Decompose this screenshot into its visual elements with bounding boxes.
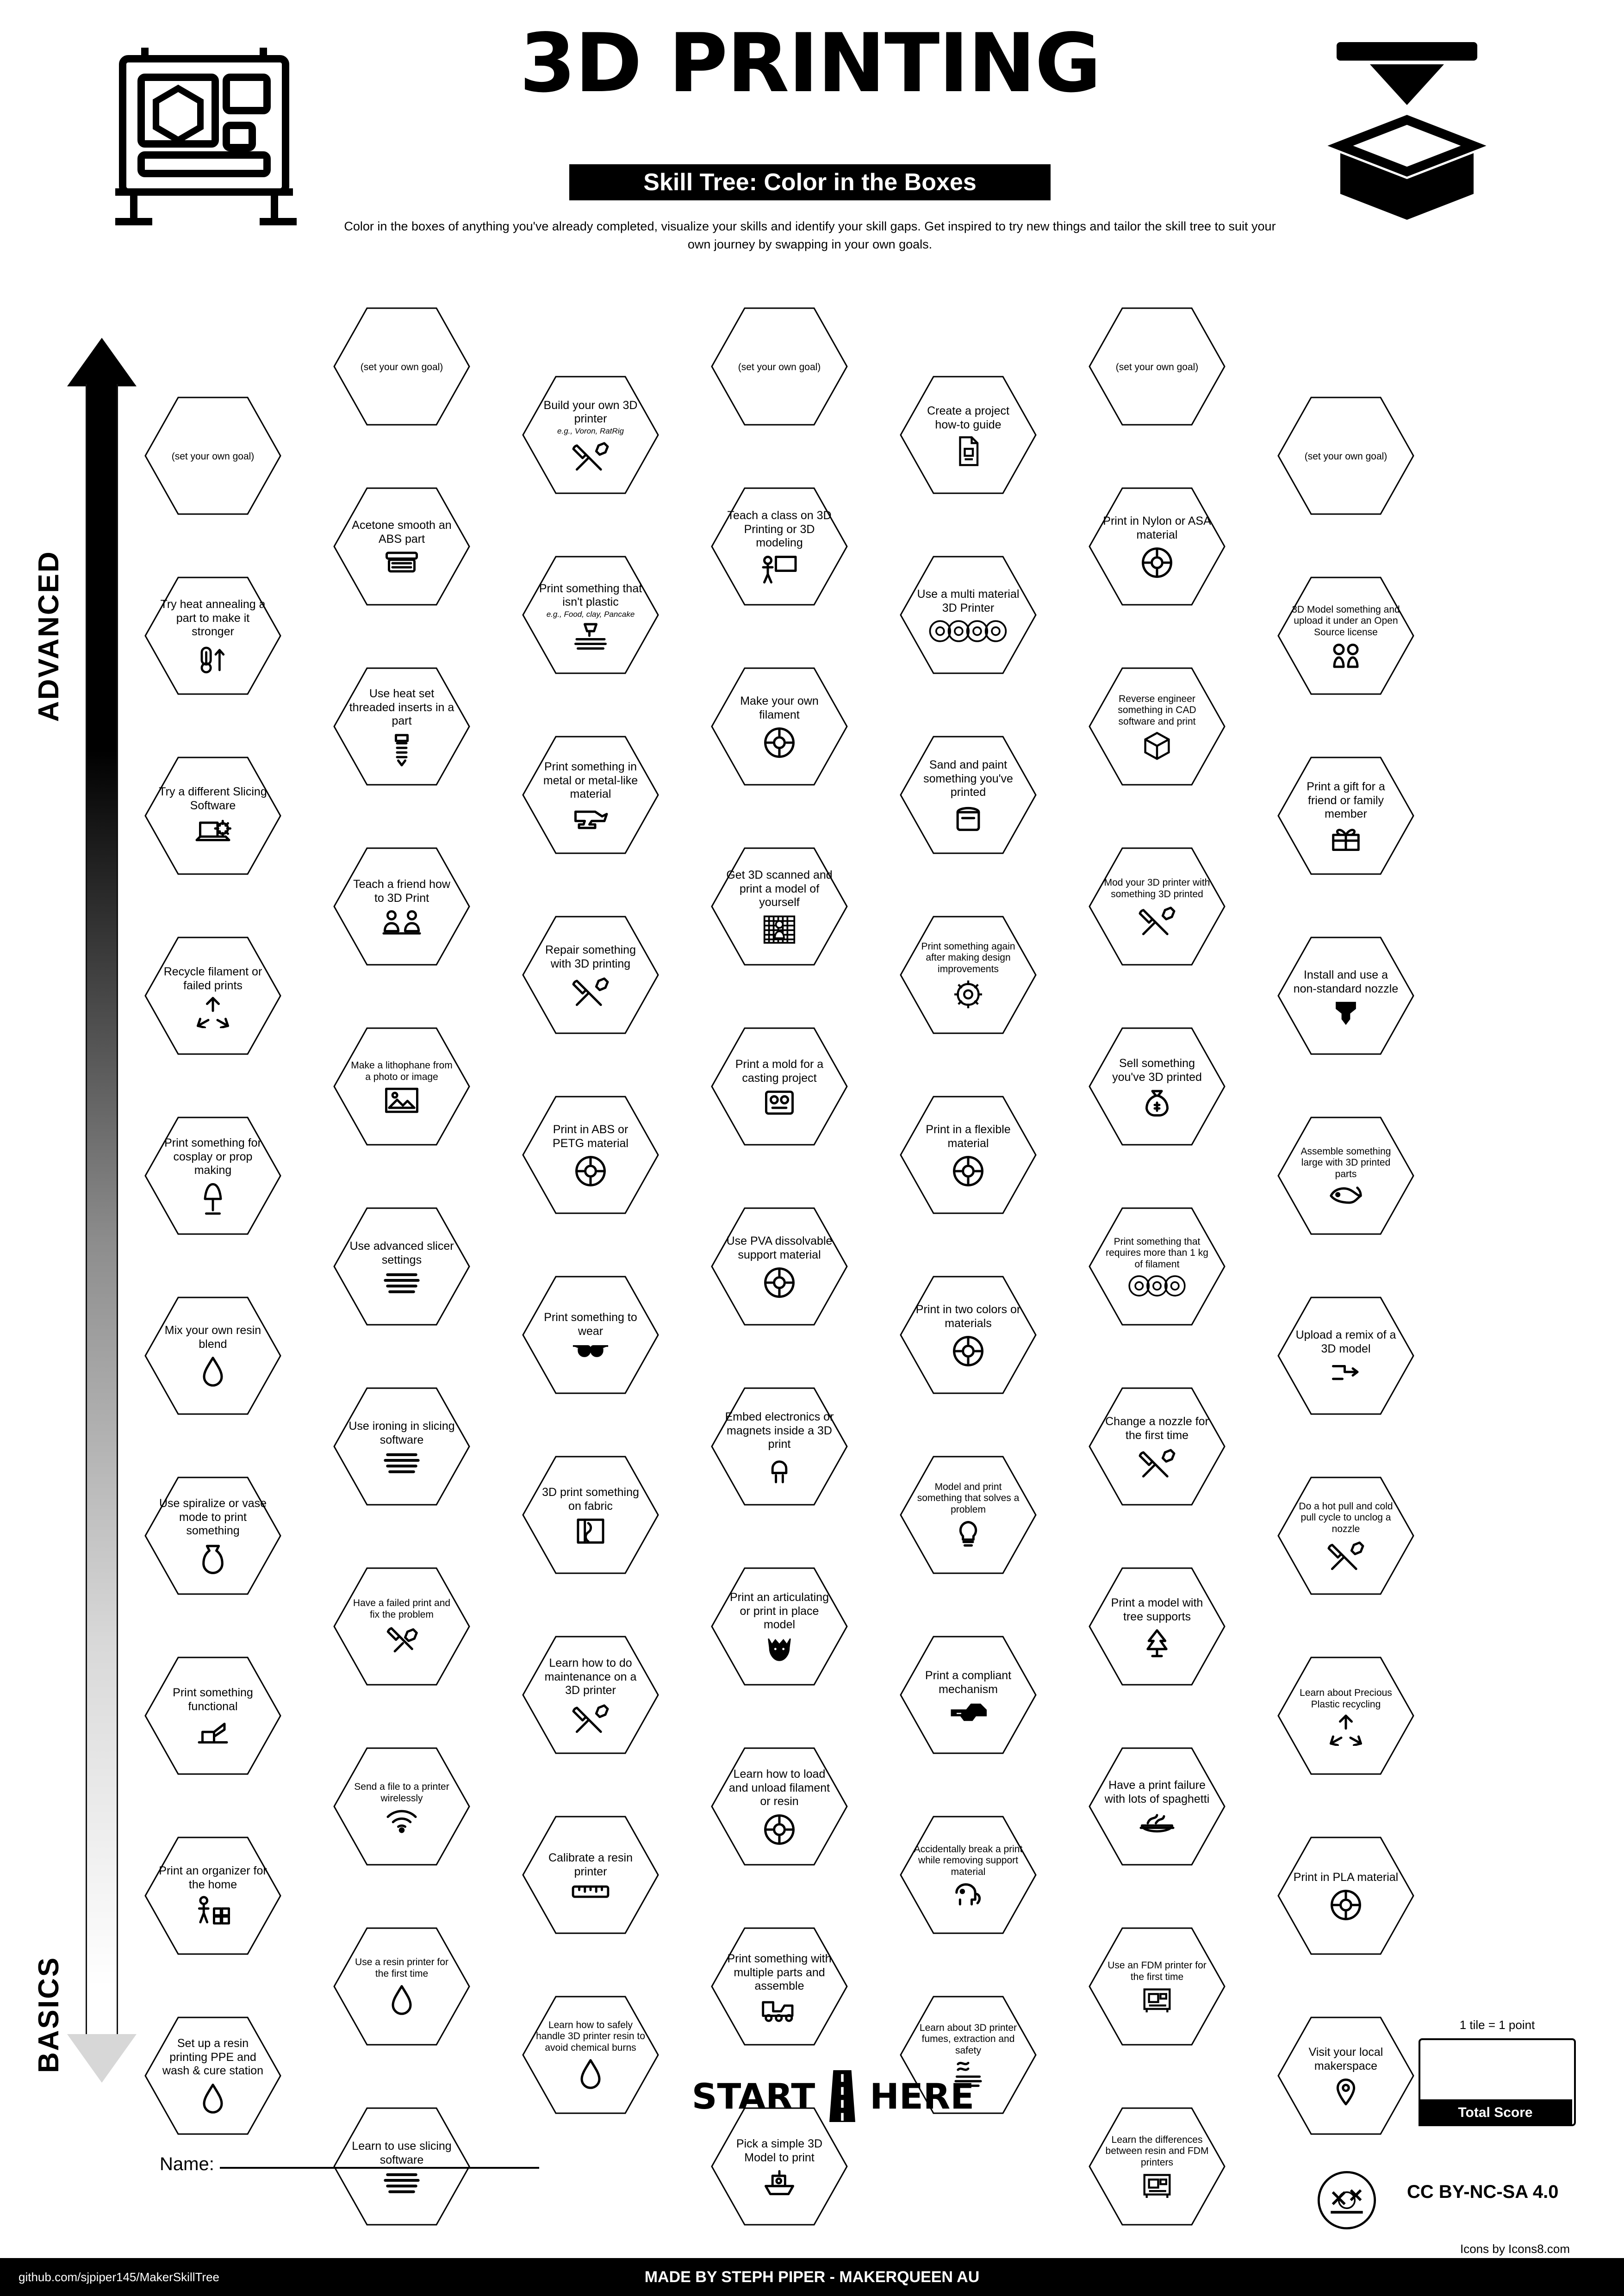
skill-tile[interactable] xyxy=(143,576,282,696)
skill-tile-label: Have a failed print and fix the problem xyxy=(353,1598,451,1620)
skill-tile-label: (set your own goal) xyxy=(360,361,443,372)
skill-tile-label: Pick a simple 3D Model to print xyxy=(736,2137,823,2164)
skill-tile-label: Print something with multiple parts and assemble xyxy=(727,1952,832,1993)
fabric-icon xyxy=(574,1516,607,1546)
skill-tile[interactable] xyxy=(1276,576,1415,696)
skill-tile[interactable] xyxy=(1276,1656,1415,1776)
wrench-spanner-icon xyxy=(384,1624,419,1657)
organizer-icon xyxy=(194,1895,231,1929)
skill-tile[interactable] xyxy=(1088,486,1226,607)
skill-tile-label: (set your own goal) xyxy=(171,451,255,462)
presenter-icon xyxy=(761,553,798,586)
open-source-icon xyxy=(1330,641,1362,669)
mannequin-icon xyxy=(199,1181,227,1217)
skill-tile[interactable] xyxy=(143,1116,282,1236)
skill-tile-label: Print a model with tree supports xyxy=(1111,1596,1203,1623)
skill-tile-label: Use a resin printer for the first time xyxy=(355,1957,448,1979)
skill-tile[interactable] xyxy=(1276,1476,1415,1596)
scanner-icon xyxy=(761,913,798,946)
skill-tile-label: Print something that requires more than 1 kg of filament xyxy=(1106,1236,1208,1270)
skill-tile[interactable] xyxy=(143,756,282,876)
spools-icon xyxy=(1127,1273,1187,1298)
train-icon xyxy=(759,1997,799,2023)
skill-tile[interactable] xyxy=(143,1296,282,1416)
skill-tile-label: Print something again after making design improvements xyxy=(921,941,1015,974)
skill-tile[interactable] xyxy=(143,2016,282,2136)
tools-icon xyxy=(572,974,609,1008)
skill-tile-label: Print an articulating or print in place model xyxy=(729,1591,829,1632)
axis-label-basics: BASICS xyxy=(33,1956,65,2073)
mold-icon xyxy=(763,1088,796,1117)
skill-tile-label: (set your own goal) xyxy=(738,361,821,372)
skill-tile[interactable] xyxy=(899,915,1038,1035)
footer-github-link[interactable]: github.com/sjpiper145/MakerSkillTree xyxy=(19,2270,220,2284)
skill-tile[interactable] xyxy=(521,1815,660,1935)
skill-tile-label: Print in Nylon or ASA material xyxy=(1103,515,1211,541)
skill-tile[interactable] xyxy=(521,735,660,855)
skill-tile[interactable] xyxy=(332,1926,471,2047)
skill-tile-label: Mix your own resin blend xyxy=(164,1324,261,1351)
skill-tile[interactable] xyxy=(710,1206,849,1327)
skill-tile-label: Sell something you've 3D printed xyxy=(1112,1057,1202,1084)
whale-icon xyxy=(1327,1183,1364,1207)
fumes-icon xyxy=(952,2060,984,2089)
skill-tile-example: e.g., Voron, RatRig xyxy=(557,426,624,435)
skill-tile[interactable] xyxy=(710,306,849,427)
skill-tile-label: Use advanced slicer settings xyxy=(349,1240,454,1266)
container-icon xyxy=(383,549,420,576)
layers-icon xyxy=(382,1450,422,1475)
skill-tile[interactable] xyxy=(899,1095,1038,1215)
tools-icon xyxy=(1327,1538,1364,1572)
skill-tile[interactable] xyxy=(899,555,1038,675)
skill-tile-label: Learn how to load and unload filament or resin xyxy=(728,1768,830,1808)
skill-tile[interactable] xyxy=(710,1386,849,1507)
skill-tile-label: Learn to use slicing software xyxy=(352,2140,452,2166)
skill-tile-label: Set up a resin printing PPE and wash & cure station xyxy=(162,2037,264,2078)
skill-tile-label: Calibrate a resin printer xyxy=(548,1851,633,1878)
skill-tile-label: Print something for cosplay or prop making xyxy=(164,1136,261,1177)
droplet-icon xyxy=(199,1354,227,1390)
skill-tile-label: Embed electronics or magnets inside a 3D print xyxy=(725,1410,834,1451)
extruder-layers-icon xyxy=(572,622,609,650)
tools-icon xyxy=(1139,1446,1176,1480)
droplet-icon xyxy=(387,1983,416,2018)
ruler-icon xyxy=(570,1882,611,1900)
skill-tile-label: Send a file to a printer wirelessly xyxy=(354,1781,449,1804)
filament-spool-icon xyxy=(573,1154,608,1189)
filament-spool-icon xyxy=(762,725,797,760)
laptop-gear-icon xyxy=(194,816,231,848)
skill-tile-label: Upload a remix of a 3D model xyxy=(1295,1328,1396,1355)
skill-tile[interactable] xyxy=(332,486,471,607)
picture-icon xyxy=(383,1086,420,1115)
skill-tile-label: Accidentally break a print while removing support material xyxy=(914,1844,1023,1877)
skill-tile-label: 3D print something on fabric xyxy=(542,1486,639,1513)
sunglasses-icon xyxy=(571,1341,610,1361)
vase-icon xyxy=(199,1541,227,1576)
skill-tile-label: Try a different Slicing Software xyxy=(159,785,267,812)
skill-tile-label: Learn about 3D printer fumes, extraction and safety xyxy=(919,2023,1017,2056)
skill-tile-label: Print in ABS or PETG material xyxy=(553,1123,628,1150)
skill-tile[interactable] xyxy=(521,915,660,1035)
remix-icon xyxy=(1330,1359,1362,1385)
skill-tile[interactable] xyxy=(1276,396,1415,516)
page-footer xyxy=(0,2258,1624,2296)
skill-tile-label: Use an FDM printer for the first time xyxy=(1108,1960,1207,1982)
skill-tile-label: Print something functional xyxy=(173,1686,253,1713)
intro-text: Color in the boxes of anything you've already completed, visualize your skills and identify your skill gaps. Get inspired to try new things and tailor the skill tree to suit your own journey by swapping in your own goals. xyxy=(344,219,1276,252)
multi-spool-icon xyxy=(929,618,1008,644)
skill-tile[interactable] xyxy=(143,1656,282,1776)
lightbulb-icon xyxy=(955,1519,981,1550)
skill-tile[interactable] xyxy=(143,936,282,1056)
page-title: 3D PRINTING xyxy=(519,17,1101,111)
name-label: Name: xyxy=(160,2154,214,2174)
skill-tile[interactable] xyxy=(1088,666,1226,787)
skill-tile[interactable] xyxy=(710,1566,849,1687)
money-bag-icon xyxy=(1143,1087,1171,1118)
filament-spool-icon xyxy=(762,1265,797,1300)
recycle-icon xyxy=(1327,1713,1364,1746)
skill-tile-label: Use ironing in slicing software xyxy=(348,1420,455,1446)
skill-tile[interactable] xyxy=(143,1836,282,1956)
skill-tile[interactable] xyxy=(1088,1206,1226,1327)
skill-tile-label: Build your own 3D printer xyxy=(543,398,638,426)
skill-tile[interactable] xyxy=(710,1926,849,2047)
skill-tile-label: Print a compliant mechanism xyxy=(925,1669,1012,1696)
skill-tile[interactable] xyxy=(521,555,660,675)
skill-tile[interactable] xyxy=(1088,1746,1226,1867)
two-people-icon xyxy=(381,908,422,937)
license-text: CC BY-NC-SA 4.0 xyxy=(1407,2182,1559,2202)
cc-license-badge-icon xyxy=(1317,2170,1377,2230)
skill-tile[interactable] xyxy=(332,666,471,787)
document-icon xyxy=(955,435,981,467)
skill-tile[interactable] xyxy=(1088,846,1226,967)
skill-tile[interactable] xyxy=(1276,936,1415,1056)
skill-tile-label: Reverse engineer something in CAD software and print xyxy=(1118,694,1196,727)
location-pin-icon xyxy=(1333,2076,1359,2108)
axis-label-advanced: ADVANCED xyxy=(33,550,65,722)
skill-tile[interactable] xyxy=(1088,2106,1226,2227)
skill-tile-label: Create a project how-to guide xyxy=(927,404,1009,431)
skill-tile[interactable] xyxy=(710,486,849,607)
skill-tile[interactable] xyxy=(899,1455,1038,1575)
printer-small-icon xyxy=(1141,2172,1173,2200)
skill-tile[interactable] xyxy=(1276,2016,1415,2136)
skill-tile[interactable] xyxy=(332,1746,471,1867)
skill-tile[interactable] xyxy=(332,1386,471,1507)
screw-icon xyxy=(390,732,413,768)
skill-tile-label: Print an organizer for the home xyxy=(159,1864,267,1891)
skill-tile[interactable] xyxy=(899,1275,1038,1395)
skill-tile-label: Have a print failure with lots of spaghetti xyxy=(1104,1779,1210,1806)
skill-tile[interactable] xyxy=(332,306,471,427)
icons-credit: Icons by Icons8.com xyxy=(1460,2242,1570,2256)
skill-tile-label: Make a lithophane from a photo or image xyxy=(351,1060,453,1082)
benchy-boat-icon xyxy=(762,2168,797,2197)
skill-tile-label: Visit your local makerspace xyxy=(1308,2046,1383,2073)
skill-tile[interactable] xyxy=(332,846,471,967)
total-score-box[interactable] xyxy=(1419,2018,1576,2126)
skill-tile[interactable] xyxy=(1088,1386,1226,1507)
skill-tile[interactable] xyxy=(1276,756,1415,876)
skill-tile[interactable] xyxy=(332,1026,471,1147)
layers-icon xyxy=(382,1270,422,1295)
skill-tile-label: Get 3D scanned and print a model of yourself xyxy=(726,869,833,909)
recycle-icon xyxy=(194,996,231,1028)
skill-tile-label: Try heat annealing a part to make it stronger xyxy=(160,598,266,639)
skill-tile[interactable] xyxy=(143,396,282,516)
skill-tile[interactable] xyxy=(710,1026,849,1147)
gift-icon xyxy=(1330,825,1362,853)
tools-icon xyxy=(572,1701,609,1735)
start-label: START xyxy=(691,2075,815,2117)
skill-tile[interactable] xyxy=(710,2106,849,2227)
skill-tile[interactable] xyxy=(332,1206,471,1327)
skill-tile-label: Use spiralize or vase mode to print something xyxy=(159,1497,267,1538)
tools-icon xyxy=(1139,903,1176,937)
road-icon xyxy=(829,2070,856,2122)
skill-tile-label: Print in a flexible material xyxy=(926,1123,1011,1150)
filament-spool-icon xyxy=(762,1812,797,1847)
skill-tile[interactable] xyxy=(1276,1296,1415,1416)
skill-tile[interactable] xyxy=(332,1566,471,1687)
bracket-icon xyxy=(194,1717,231,1747)
total-score-label: Total Score xyxy=(1419,2099,1572,2126)
skill-tile[interactable] xyxy=(521,1635,660,1755)
cube-icon xyxy=(1142,731,1172,761)
skill-tile-label: Print in PLA material xyxy=(1293,1870,1399,1884)
skill-tile-label: Use a multi material 3D Printer xyxy=(917,588,1020,614)
paint-can-icon xyxy=(953,803,983,833)
skill-tile[interactable] xyxy=(1088,1926,1226,2047)
skill-tile[interactable] xyxy=(332,2106,471,2227)
skill-tile[interactable] xyxy=(1276,1116,1415,1236)
skill-tile-label: Change a nozzle for the first time xyxy=(1105,1415,1209,1442)
printer-small-icon xyxy=(1141,1986,1173,2015)
skill-tile[interactable] xyxy=(521,1275,660,1395)
skill-tile-label: Learn the differences between resin and FDM printers xyxy=(1105,2135,1209,2168)
skill-tile-label: Sand and paint something you've printed xyxy=(923,758,1013,799)
skill-tile-label: Print a gift for a friend or family member xyxy=(1307,780,1385,821)
skill-tile-label: Print something in metal or metal-like material xyxy=(543,760,638,801)
footer-author: MADE BY STEPH PIPER - MAKERQUEEN AU xyxy=(644,2268,980,2286)
anvil-icon xyxy=(572,805,609,832)
skill-tile-label: Use PVA dissolvable support material xyxy=(726,1235,833,1261)
skill-tile[interactable] xyxy=(899,1815,1038,1935)
tree-icon xyxy=(1142,1627,1172,1658)
skill-tile-label: (set your own goal) xyxy=(1304,451,1388,462)
skill-tile-label: Assemble something large with 3D printed parts xyxy=(1300,1146,1391,1179)
wifi-icon xyxy=(383,1807,420,1833)
skill-tile-label: Print something to wear xyxy=(544,1311,637,1338)
skill-tile-label: Mod your 3D printer with something 3D printed xyxy=(1104,877,1210,900)
skill-tile-label: Use heat set threaded inserts in a part xyxy=(349,687,454,728)
skill-tile-label: Make your own filament xyxy=(740,695,819,721)
here-label: HERE xyxy=(870,2075,975,2117)
skill-tile-label: Learn how to safely handle 3D printer resin to avoid chemical burns xyxy=(536,2020,645,2053)
skill-tile[interactable] xyxy=(1088,306,1226,427)
droplet-icon xyxy=(199,2081,227,2116)
skill-tile[interactable] xyxy=(710,666,849,787)
filament-spool-icon xyxy=(951,1334,986,1369)
led-icon xyxy=(766,1455,792,1484)
skill-tile-label: Acetone smooth an ABS part xyxy=(352,519,452,546)
filament-spool-icon xyxy=(1139,545,1175,580)
skill-tile-label: Teach a class on 3D Printing or 3D modeling xyxy=(727,509,832,550)
skill-tile[interactable] xyxy=(143,1476,282,1596)
skill-tile-label: Print in two colors or materials xyxy=(915,1303,1021,1330)
skill-tile[interactable] xyxy=(710,1746,849,1867)
skill-tile[interactable] xyxy=(899,1635,1038,1755)
skill-tile-label: Learn how to do maintenance on a 3D printer xyxy=(544,1657,637,1697)
skill-tile[interactable] xyxy=(1088,1566,1226,1687)
gear-icon xyxy=(952,978,984,1011)
skill-tile[interactable] xyxy=(521,375,660,495)
skill-tile-label: Install and use a non-standard nozzle xyxy=(1293,968,1399,995)
page-subtitle: Skill Tree: Color in the Boxes xyxy=(569,164,1051,200)
skill-tile[interactable] xyxy=(521,1095,660,1215)
elephant-icon xyxy=(951,1881,986,1908)
layers-icon xyxy=(382,2170,422,2195)
skill-tile[interactable] xyxy=(899,375,1038,495)
skill-tile-label: Print something that isn't plastic xyxy=(539,582,642,609)
skill-tile[interactable] xyxy=(521,1455,660,1575)
skill-tile[interactable] xyxy=(1276,1836,1415,1956)
skill-tile[interactable] xyxy=(1088,1026,1226,1147)
nozzle-icon xyxy=(1332,999,1360,1025)
skill-tile[interactable] xyxy=(710,846,849,967)
filament-spool-icon xyxy=(1328,1887,1363,1923)
droplet-icon xyxy=(576,2057,605,2092)
skill-tile[interactable] xyxy=(521,1995,660,2115)
skill-tile[interactable] xyxy=(899,735,1038,855)
compliant-mech-icon xyxy=(948,1700,989,1723)
spaghetti-icon xyxy=(1139,1809,1176,1836)
skill-tile-label: Teach a friend how to 3D Print xyxy=(353,878,450,905)
skill-tile-label: 3D Model something and upload it under an Open Source license xyxy=(1292,604,1400,638)
skill-tile-label: Model and print something that solves a problem xyxy=(917,1482,1020,1515)
skill-tile-label: Repair something with 3D printing xyxy=(545,943,636,970)
skill-tile-example: e.g., Food, clay, Pancake xyxy=(546,609,635,619)
skill-tile-label: Do a hot pull and cold pull cycle to unclog a nozzle xyxy=(1299,1501,1393,1534)
tools-icon xyxy=(572,439,609,473)
skill-tile-label: Print a mold for a casting project xyxy=(735,1058,824,1085)
skill-tile-label: Recycle filament or failed prints xyxy=(163,965,262,992)
filament-spool-icon xyxy=(951,1154,986,1189)
tile-point-note: 1 tile = 1 point xyxy=(1459,2018,1535,2032)
skill-tile-label: Learn about Precious Plastic recycling xyxy=(1300,1688,1392,1710)
skill-tile-label: (set your own goal) xyxy=(1115,361,1199,372)
articulated-dragon-icon xyxy=(764,1635,795,1664)
thermometer-icon xyxy=(196,642,230,676)
